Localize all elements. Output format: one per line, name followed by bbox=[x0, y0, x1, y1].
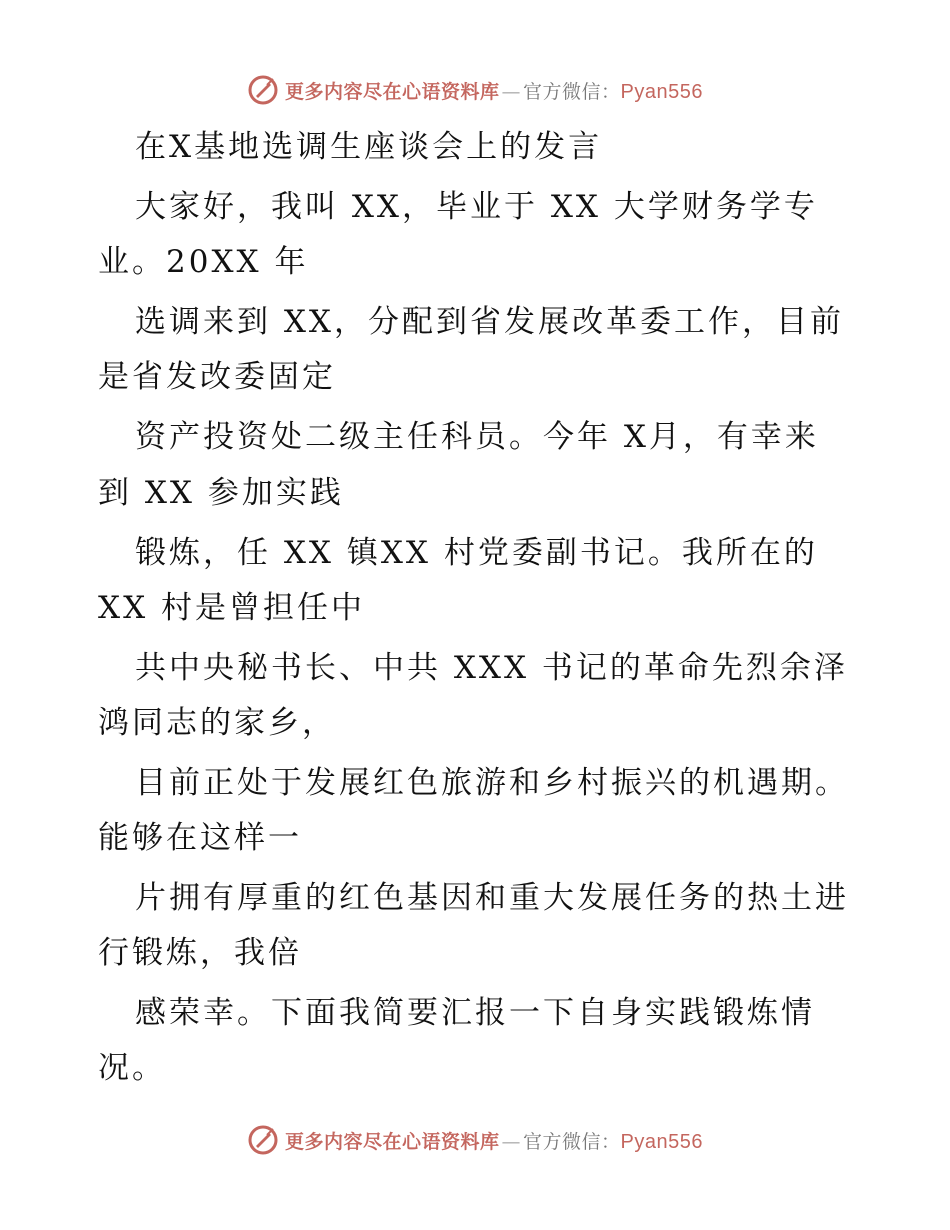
paragraph-line: 行锻炼，我倍 bbox=[98, 935, 302, 971]
banner-site-name: 更多内容尽在心语资料库 bbox=[285, 80, 500, 103]
banner-wechat-id: Pyan556 bbox=[620, 1130, 703, 1153]
paragraph-line: 锻炼，任 XX 镇XX 村党委副书记。我所在的 bbox=[135, 535, 818, 571]
paragraph-line: 资产投资处二级主任科员。今年 X月，有幸来 bbox=[135, 419, 819, 455]
banner-wechat-id: Pyan556 bbox=[620, 80, 703, 103]
banner-text bbox=[285, 1127, 703, 1154]
banner-text bbox=[285, 77, 703, 104]
quill-logo-icon bbox=[247, 74, 279, 106]
paragraph-line: 选调来到 XX，分配到省发展改革委工作，目前 bbox=[135, 304, 844, 340]
paragraph-line: 鸿同志的家乡， bbox=[98, 705, 336, 741]
quill-logo-icon bbox=[247, 1124, 279, 1156]
banner-wechat-label: 官方微信： bbox=[523, 1130, 621, 1153]
paragraph-line: 感荣幸。下面我简要汇报一下自身实践锻炼情 bbox=[135, 995, 815, 1031]
paragraph-line: 共中央秘书长、中共 XXX 书记的革命先烈余泽 bbox=[135, 650, 848, 686]
header-banner bbox=[0, 70, 950, 110]
banner-site-name: 更多内容尽在心语资料库 bbox=[285, 1130, 500, 1153]
paragraph-line: 能够在这样一 bbox=[98, 820, 302, 856]
paragraph-line: 业。20XX 年 bbox=[98, 244, 309, 280]
banner-dash: — bbox=[501, 80, 522, 103]
paragraph-line: 片拥有厚重的红色基因和重大发展任务的热土进 bbox=[135, 880, 849, 916]
paragraph-line: 目前正处于发展红色旅游和乡村振兴的机遇期。 bbox=[135, 765, 849, 801]
footer-banner bbox=[0, 1120, 950, 1160]
banner-dash: — bbox=[501, 1130, 522, 1153]
paragraph-line: 到 XX 参加实践 bbox=[98, 475, 344, 511]
paragraph-line: 况。 bbox=[98, 1050, 166, 1086]
paragraph-line: XX 村是曾担任中 bbox=[98, 590, 365, 626]
paragraph-line: 是省发改委固定 bbox=[98, 359, 336, 395]
paragraph-line: 大家好，我叫 XX，毕业于 XX 大学财务学专 bbox=[135, 189, 818, 225]
document-title: 在X基地选调生座谈会上的发言 bbox=[135, 129, 603, 165]
banner-wechat-label: 官方微信： bbox=[523, 80, 621, 103]
